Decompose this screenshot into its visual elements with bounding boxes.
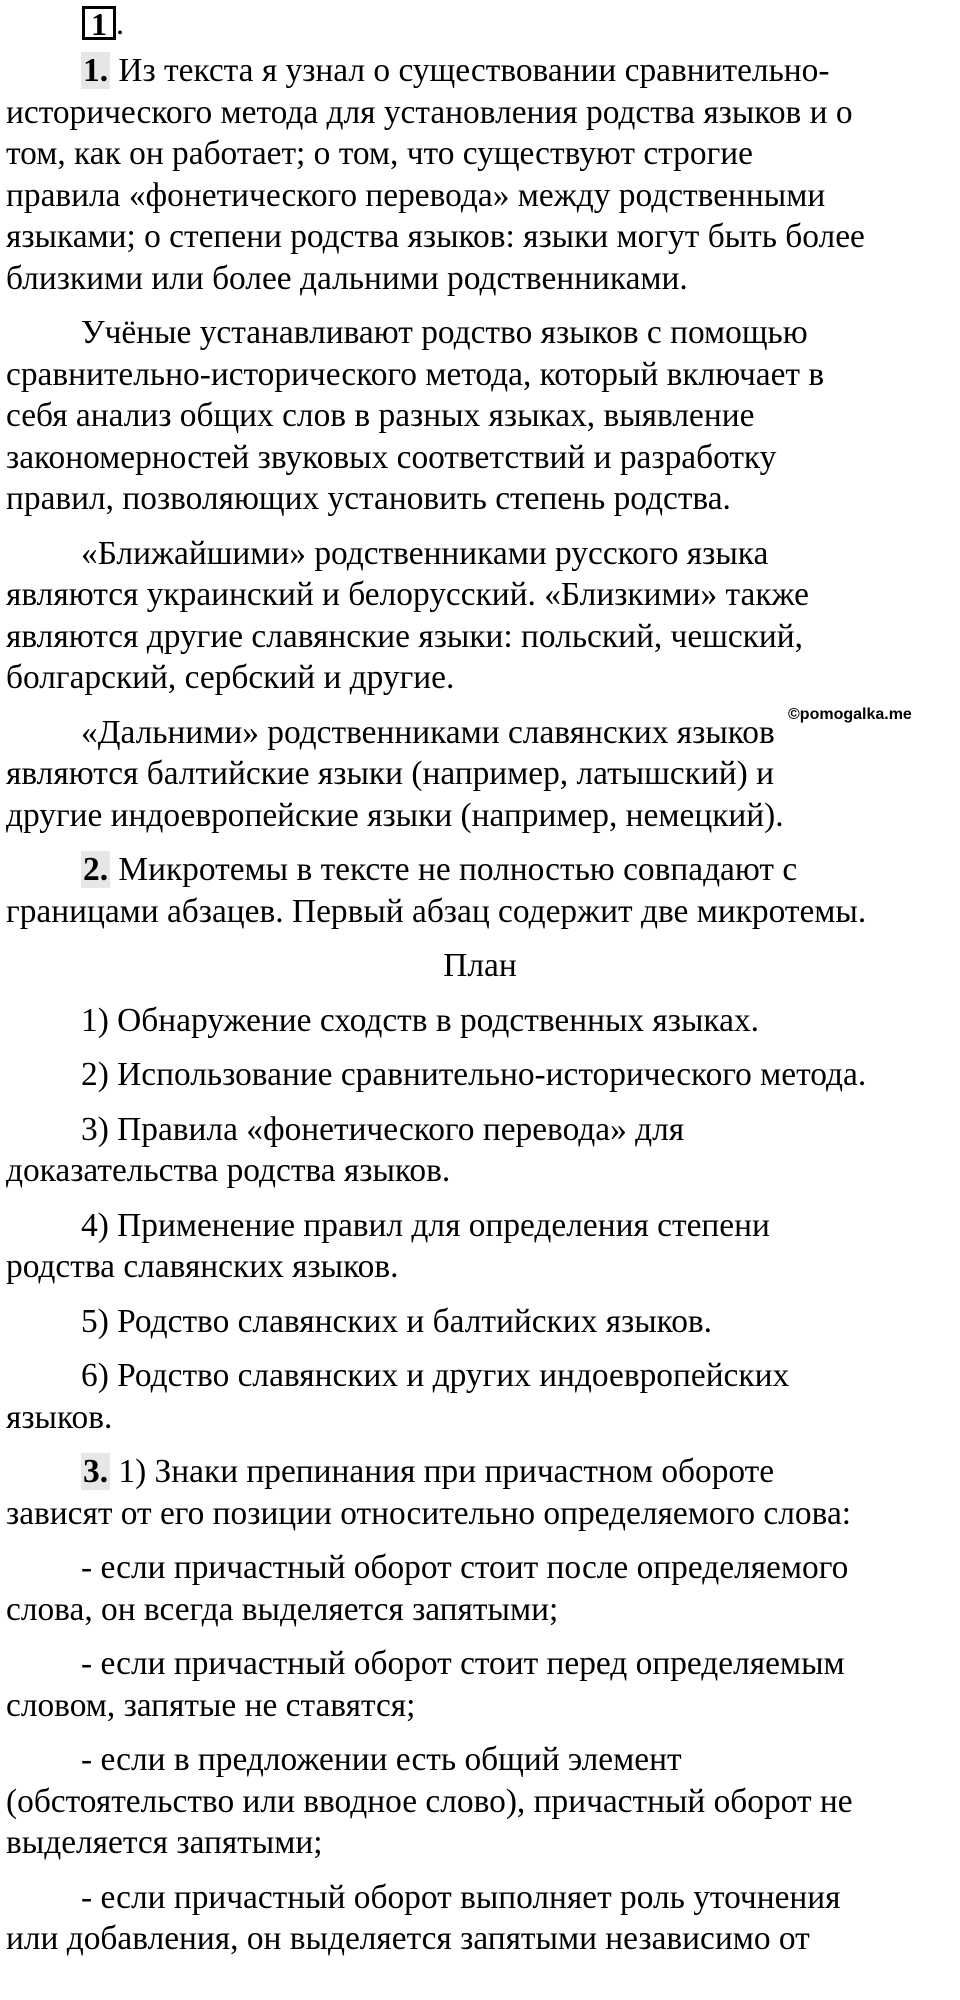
plan-item-3	[6, 1109, 954, 1192]
text-line: языками; о степени родства языков: языки могут быть более	[6, 218, 865, 255]
text-line: 3) Правила «фонетического перевода» для	[81, 1110, 685, 1148]
text-line: зависят от его позиции относительно определяемого слова:	[6, 1494, 852, 1532]
text-line: сравнительно-исторического метода, который включает в	[6, 355, 825, 393]
task-number-box	[82, 6, 116, 40]
text-line: - если причастный оборот выполняет роль уточнения	[81, 1878, 841, 1916]
section2-number: 2.	[83, 851, 109, 888]
plan-item-1	[6, 1000, 954, 1042]
text-line: доказательства родства языков.	[6, 1152, 451, 1189]
task-number: 1	[91, 6, 107, 42]
section3-item-4	[6, 1877, 954, 1960]
plan-title: План	[443, 947, 517, 984]
text-line: исторического метода для установления родства языков и о	[6, 93, 853, 131]
section3-item-1	[6, 1547, 954, 1630]
section3-item-2	[6, 1643, 954, 1726]
text-line: 6) Родство славянских и других индоевропейских	[81, 1357, 790, 1394]
text-line: слова, он всегда выделяется запятыми;	[6, 1590, 559, 1628]
text-line: являются балтийские языки (например, латышский) и	[6, 755, 774, 792]
text-line: себя анализ общих слов в разных языках, выявление	[6, 397, 755, 434]
plan-item-5	[6, 1301, 954, 1343]
task-number-dot: .	[116, 5, 124, 41]
section3-item-3	[6, 1739, 954, 1864]
watermark: ©pomogalka.me	[788, 706, 912, 723]
text-line: языков.	[6, 1398, 113, 1436]
text-line: 1. Из текста я узнал о существовании сравнительно-	[83, 52, 830, 89]
text-line: «Дальними» родственниками славянских языков	[81, 713, 775, 751]
text-line: - если причастный оборот стоит после определяемого	[81, 1549, 849, 1586]
section3-paragraph1	[6, 1451, 954, 1534]
answer-content	[6, 50, 954, 1973]
plan-item-4	[6, 1205, 954, 1288]
text-line: родства славянских языков.	[6, 1248, 399, 1285]
text-line: 4) Применение правил для определения степени	[81, 1206, 770, 1244]
text-line: 2. Микротемы в тексте не полностью совпадают с	[83, 851, 798, 888]
text-line: - если причастный оборот стоит перед определяемым	[81, 1645, 845, 1682]
text-line: - если в предложении есть общий элемент	[81, 1741, 682, 1778]
section1-paragraph1	[6, 50, 954, 299]
text-line: правил, позволяющих установить степень родства.	[6, 480, 731, 517]
text-line: 3. 1) Знаки препинания при причастном обороте	[83, 1453, 775, 1490]
section1-paragraph2	[6, 312, 954, 520]
text-line: выделяется запятыми;	[6, 1824, 323, 1861]
text-line: правила «фонетического перевода» между родственными	[6, 176, 826, 214]
text-line: другие индоевропейские языки (например, немецкий).	[6, 796, 784, 834]
text-line: являются другие славянские языки: польский, чешский,	[6, 617, 803, 655]
text-line: или добавления, он выделяется запятыми независимо от	[6, 1920, 810, 1957]
plan-item-6	[6, 1355, 954, 1438]
text-line: 2) Использование сравнительно-исторического метода.	[81, 1056, 867, 1093]
text-line: болгарский, сербский и другие.	[6, 659, 455, 696]
plan-item-2	[6, 1054, 954, 1096]
text-line: «Ближайшими» родственниками русского языка	[81, 534, 769, 572]
section1-paragraph4	[6, 712, 954, 837]
section2-paragraph1	[6, 849, 954, 932]
text-line: Учёные устанавливают родство языков с помощью	[81, 314, 808, 351]
text-line: 5) Родство славянских и балтийских языков.	[81, 1302, 713, 1340]
text-line: том, как он работает; о том, что существуют строгие	[6, 135, 753, 172]
text-line: закономерностей звуковых соответствий и разработку	[6, 438, 777, 476]
text-line: словом, запятые не ставятся;	[6, 1686, 416, 1724]
text-line: границами абзацев. Первый абзац содержит две микротемы.	[6, 892, 867, 930]
text-line: близкими или более дальними родственниками.	[6, 259, 688, 297]
text-line: 1) Обнаружение сходств в родственных языках.	[81, 1001, 759, 1039]
text-line: (обстоятельство или вводное слово), причастный оборот не	[6, 1782, 853, 1820]
text-line: являются украинский и белорусский. «Близкими» также	[6, 576, 810, 613]
section3-number: 3.	[83, 1453, 109, 1490]
section1-paragraph3	[6, 533, 954, 699]
section1-number: 1.	[83, 52, 109, 89]
